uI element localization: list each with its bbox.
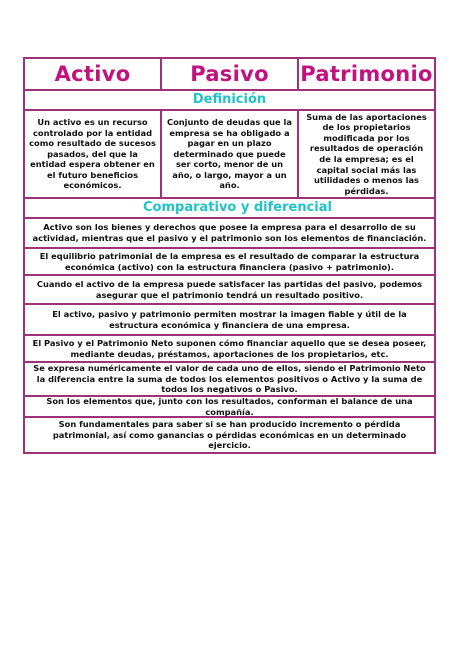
definition-activo: Un activo es un recurso controlado por la entidad como resultado de sucesos pasados, del que la entidad espera obtener en el futuro beneficios económicos. — [29, 116, 156, 191]
comparison-table — [23, 57, 436, 454]
header-patrimonio: Patrimonio — [297, 59, 434, 89]
header-row — [25, 59, 434, 91]
definition-patrimonio: Suma de las aportaciones de los propietarios modificada por los resultados de operación de la empresa; es el capital social más las utilidades o menos las pérdidas. — [297, 111, 434, 197]
definition-row — [25, 111, 434, 199]
comparison-row-1: Activo son los bienes y derechos que posee la empresa para el desarrollo de su actividad, mientras que el pasivo y el patrimonio son los elementos de financiación. — [25, 219, 434, 249]
header-activo: Activo — [54, 62, 131, 86]
definition-pasivo: Conjunto de deudas que la empresa se ha obligado a pagar en un plazo determinado que puede ser corto, menor de un año, o largo, mayor a un año. — [160, 111, 297, 197]
comparison-row-5: El Pasivo y el Patrimonio Neto suponen cómo financiar aquello que se desea poseer, mediante deudas, préstamos, aportaciones de los propietarios, etc. — [25, 336, 434, 363]
comparison-row-3: Cuando el activo de la empresa puede satisfacer las partidas del pasivo, podemos asegurar que el patrimonio tendrá un resultado positivo. — [25, 276, 434, 305]
comparison-row-2: El equilibrio patrimonial de la empresa es el resultado de comparar la estructura económica (activo) con la estructura financiera (pasivo + patrimonio). — [25, 249, 434, 276]
comparison-row-7: Son los elementos que, junto con los resultados, conforman el balance de una compañía. — [25, 397, 434, 418]
comparison-row-4: El activo, pasivo y patrimonio permiten mostrar la imagen fiable y útil de la estructura económica y financiera de una empresa. — [25, 305, 434, 336]
comparison-list — [25, 219, 434, 452]
header-pasivo: Pasivo — [160, 59, 297, 89]
definition-title: Definición — [25, 91, 434, 111]
comparison-row-8: Son fundamentales para saber si se han producido incremento o pérdida patrimonial, así como ganancias o pérdidas económicas en un determinado ejercicio. — [52, 419, 407, 451]
comparison-title: Comparativo y diferencial — [25, 199, 434, 219]
comparison-row-6: Se expresa numéricamente el valor de cada uno de ellos, siendo el Patrimonio Neto la diferencia entre la suma de todos los elementos positivos o Activo y la suma de todos los negativos o Pasivo. — [25, 363, 434, 397]
